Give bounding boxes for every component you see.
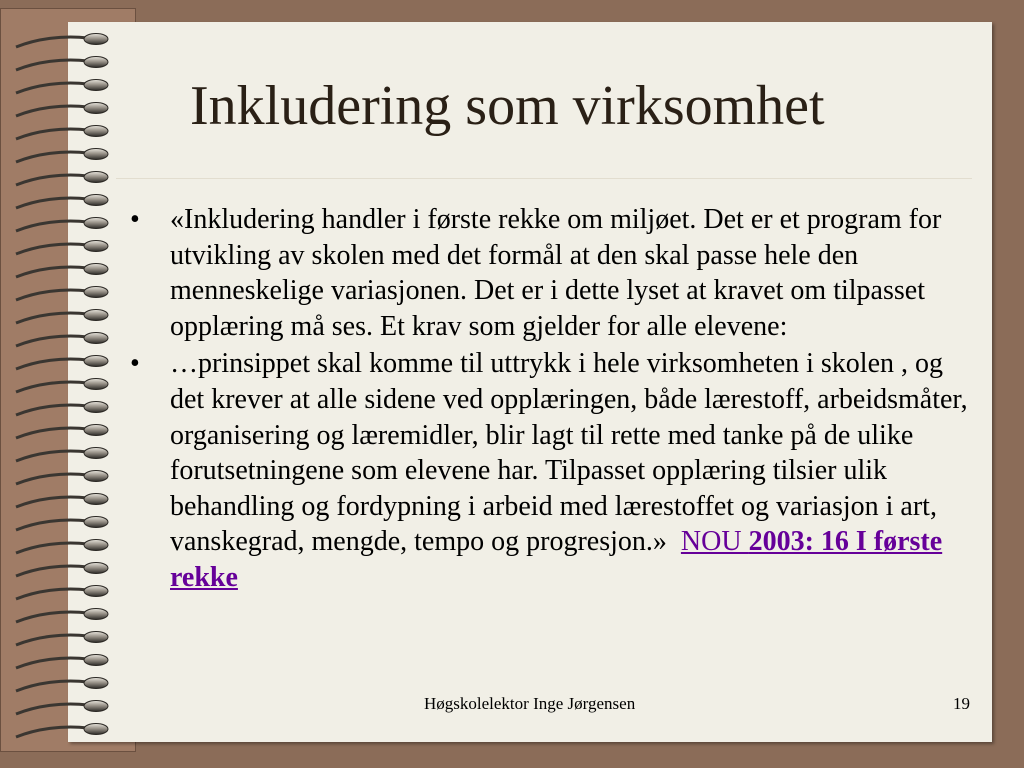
bullet-text: «Inkludering handler i første rekke om miljøet. Det er et program for utvikling av skolen med det formål at den skal passe hele den menneskelige variasjonen. Det er i dette lyset at kravet om tilpasset opplæring må ses. Et krav som gjelder for alle elevene:: [170, 204, 942, 342]
bullet-item: [130, 346, 972, 595]
bullet-icon: •: [130, 348, 140, 380]
bullet-text: …prinsippet skal komme til uttrykk i hele virksomheten i skolen , og det krever at alle sidene ved opplæringen, både lærestoff, arbeidsmåter, organisering og læremidler, blir lagt til rette med tanke på de ulike forutsetningene som elevene har. Tilpasset opplæring tilsier ulik behandling og fordypning i arbeid med lærestoffet og variasjon i art, vanskegrad, mengde, tempo og progresjon.»: [170, 348, 968, 558]
page-number: 19: [953, 694, 970, 713]
bullet-icon: •: [130, 204, 140, 235]
slide-title: Inkludering som virksomhet: [190, 75, 825, 137]
title-divider: [116, 178, 972, 179]
bullet-list: [130, 202, 972, 598]
bullet-item: [130, 202, 972, 344]
citation-reference: 2003: 16 I første rekke: [170, 526, 943, 593]
citation-prefix: NOU: [680, 526, 749, 558]
slide-footer: Høgskolelektor Inge Jørgensen: [424, 694, 636, 713]
